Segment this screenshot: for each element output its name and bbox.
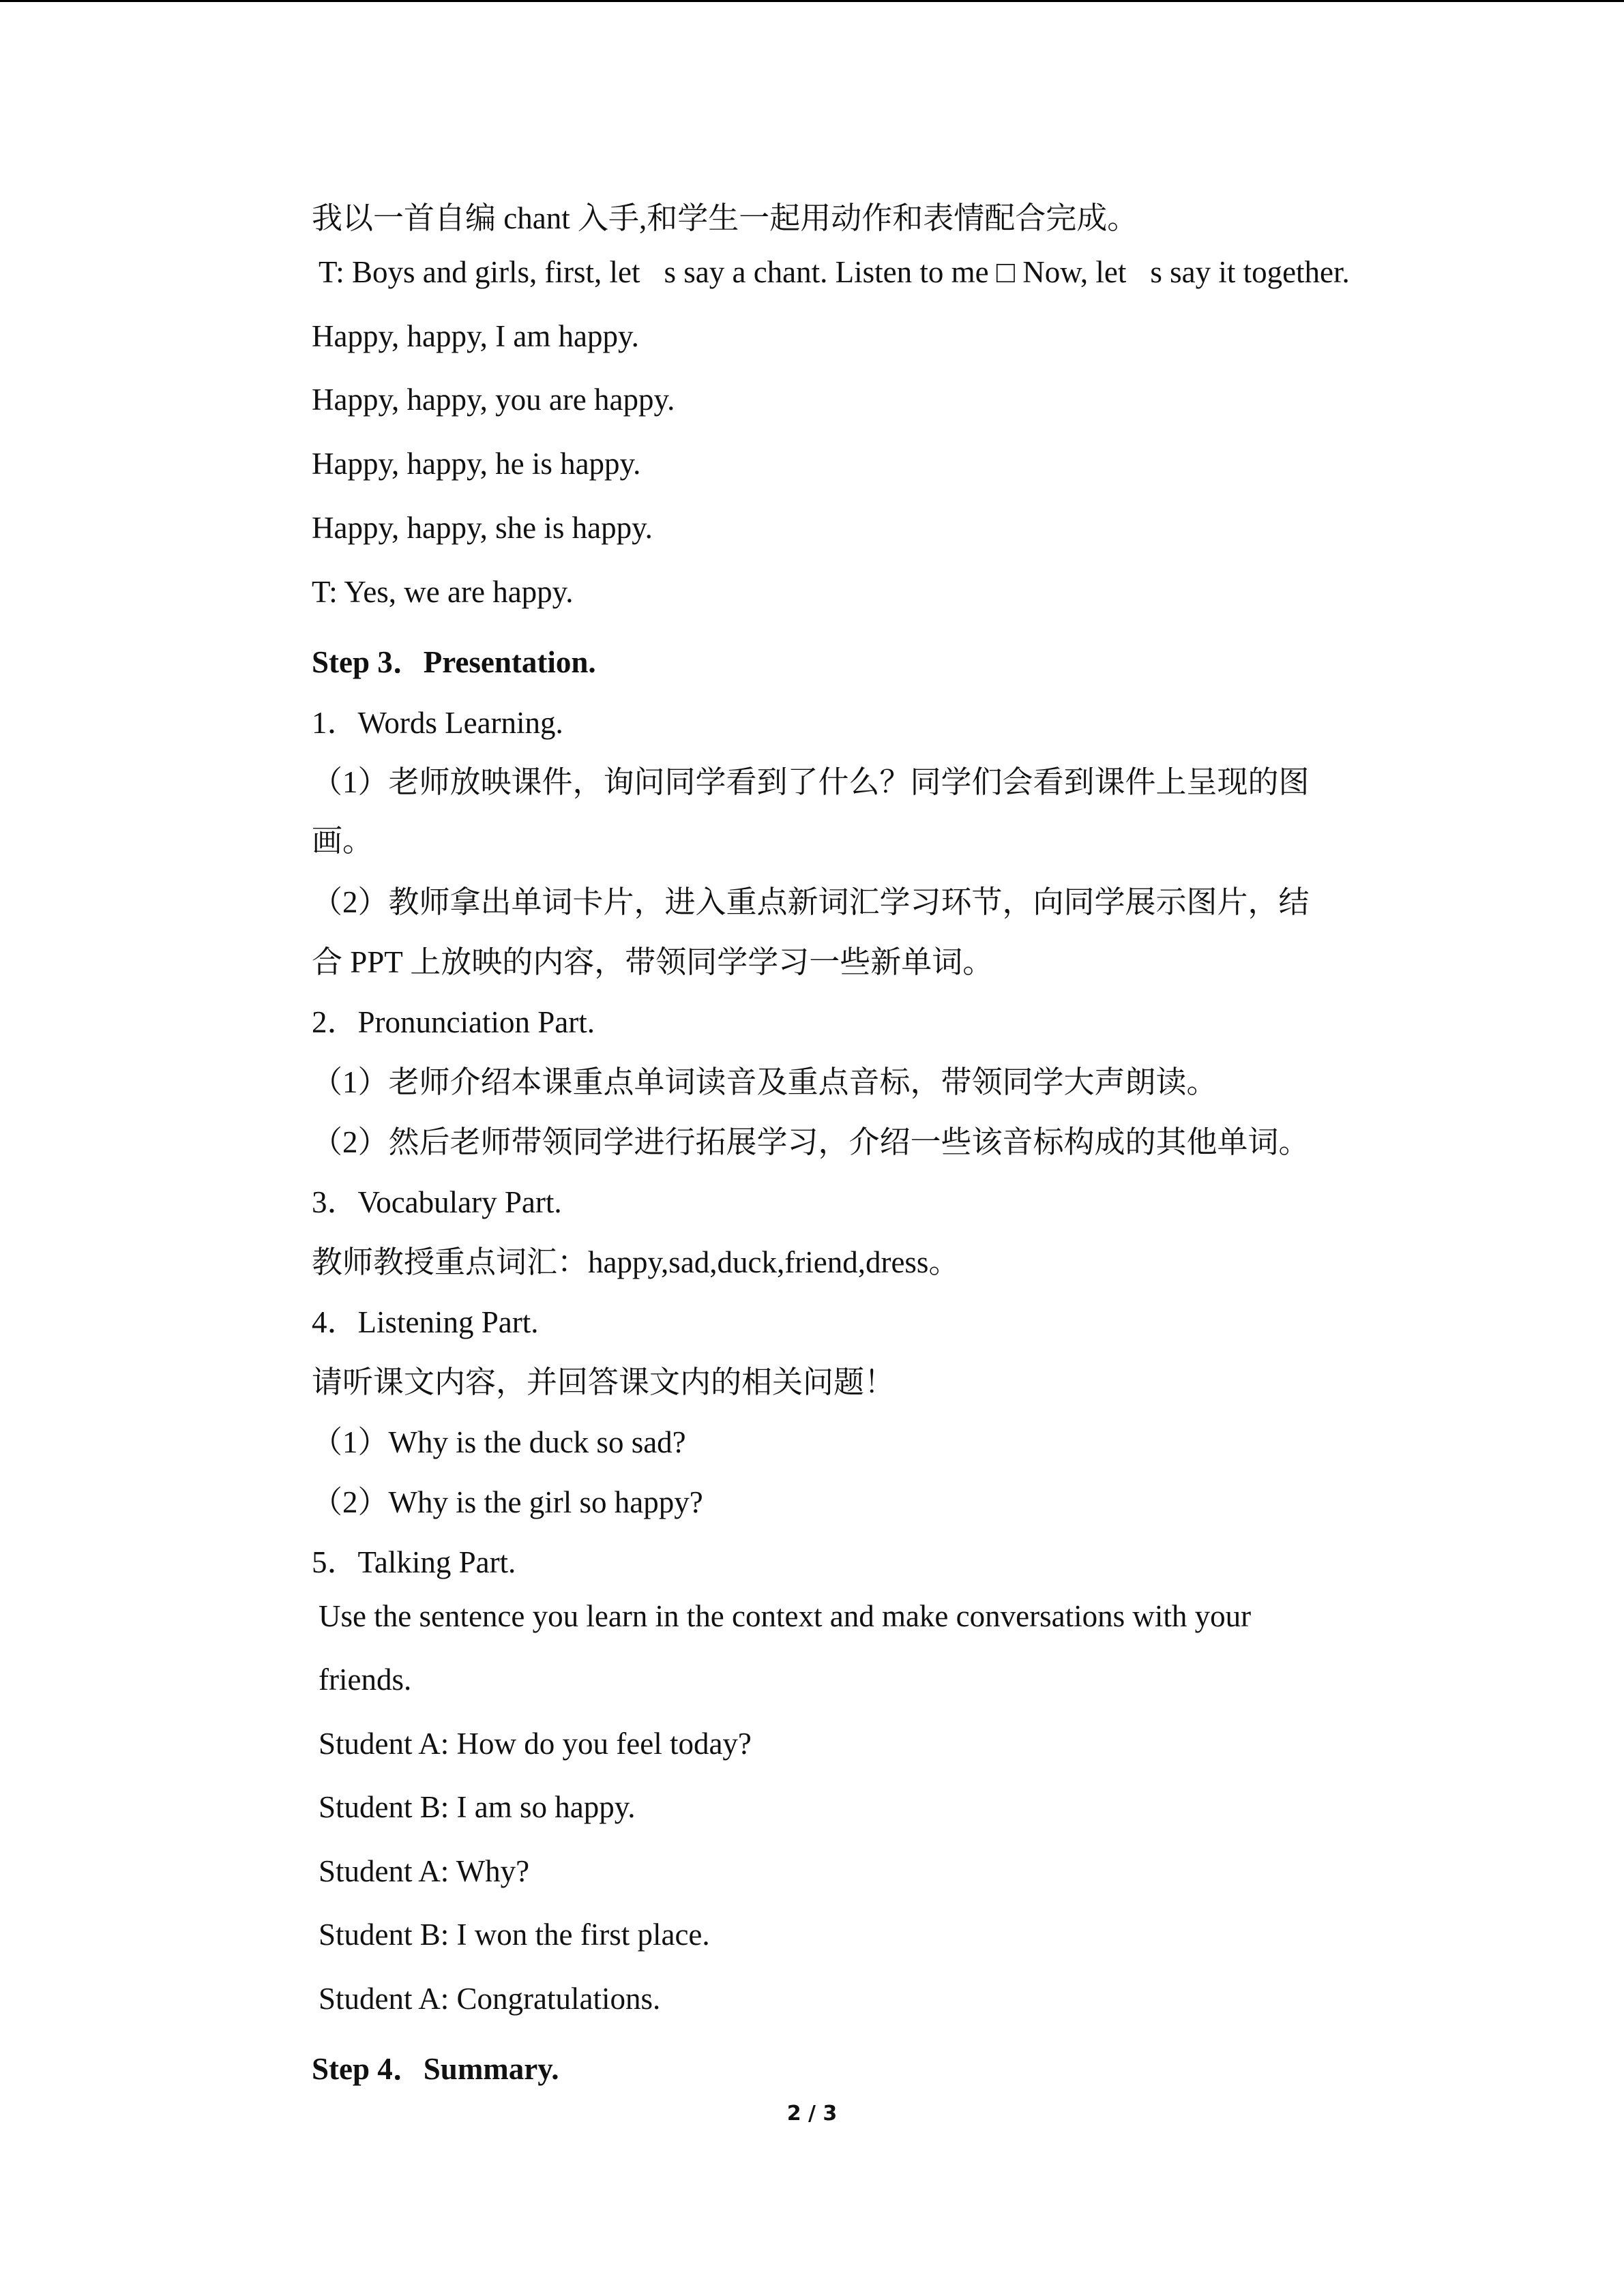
talking-heading: 5．Talking Part. [312,1545,516,1579]
teacher-line-chant: T: Boys and girls, first, let s say a chant. Listen to me □ Now, let s say it together. [319,255,1350,289]
chant-line: Happy, happy, she is happy. [312,511,653,545]
paragraph-line: Use the sentence you learn in the context and make conversations with your [319,1599,1252,1633]
dialogue-line: Student A: Why? [319,1854,530,1888]
chant-line: Happy, happy, I am happy. [312,319,639,353]
teacher-line-yes: T: Yes, we are happy. [312,575,574,609]
page-number: 2 / 3 [786,2102,838,2126]
paragraph-line: （1）老师放映课件，询问同学看到了什么？同学们会看到课件上呈现的图 [312,765,1310,799]
vocabulary-heading: 3．Vocabulary Part. [312,1185,562,1219]
paragraph-line: （2）然后老师带领同学进行拓展学习，介绍一些该音标构成的其他单词。 [312,1125,1310,1159]
paragraph-line: 请听课文内容，并回答课文内的相关问题！ [312,1365,896,1399]
words-learning-heading: 1．Words Learning. [312,706,563,740]
dialogue-line: Student A: How do you feel today? [319,1727,752,1761]
step4-heading: Step 4．Summary. [312,2052,559,2086]
question-line: （1）Why is the duck so sad? [312,1425,686,1459]
paragraph-line: 画。 [312,824,374,858]
dialogue-line: Student B: I am so happy. [319,1790,636,1824]
dialogue-line: Student B: I won the first place. [319,1918,710,1952]
paragraph-line: 合 PPT 上放映的内容，带领同学学习一些新单词。 [312,945,994,979]
intro-chant-text: 我以一首自编 chant 入手,和学生一起用动作和表情配合完成。 [312,201,1138,235]
step3-heading: Step 3．Presentation. [312,645,596,679]
paragraph-line: friends. [319,1663,412,1697]
listening-heading: 4．Listening Part. [312,1305,539,1339]
chant-line: Happy, happy, you are happy. [312,383,675,417]
question-line: （2）Why is the girl so happy? [312,1485,703,1519]
paragraph-line: （2）教师拿出单词卡片，进入重点新词汇学习环节，向同学展示图片，结 [312,885,1310,919]
page-top-border [0,0,1624,2]
vocabulary-words: 教师教授重点词汇：happy,sad,duck,friend,dress。 [312,1245,960,1279]
pronunciation-heading: 2．Pronunciation Part. [312,1005,595,1039]
paragraph-line: （1）老师介绍本课重点单词读音及重点音标，带领同学大声朗读。 [312,1065,1217,1099]
chant-line: Happy, happy, he is happy. [312,447,641,481]
dialogue-line: Student A: Congratulations. [319,1982,661,2016]
